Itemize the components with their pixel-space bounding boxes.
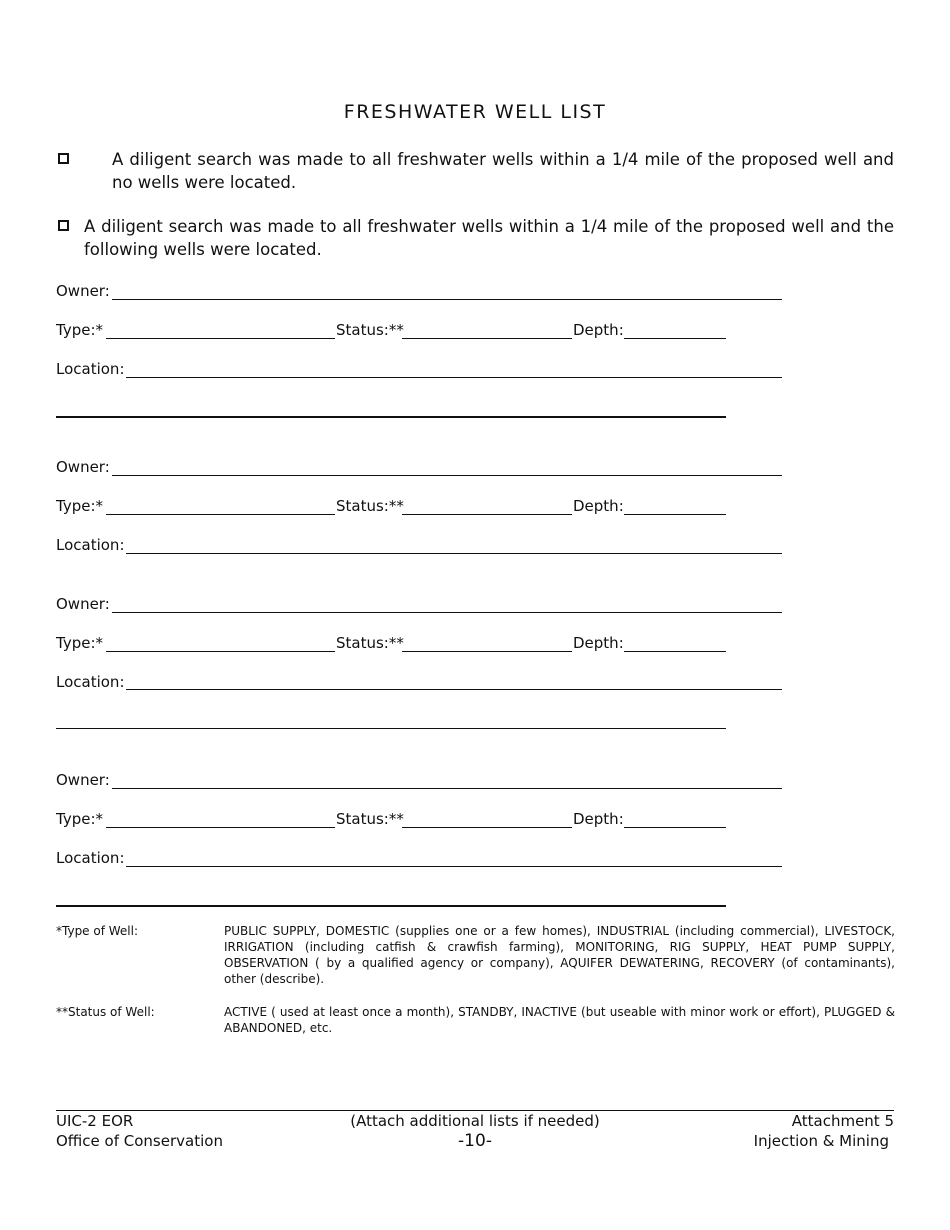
depth-label: Depth:	[573, 321, 624, 339]
status-field[interactable]	[402, 827, 572, 828]
depth-field[interactable]	[624, 827, 726, 828]
owner-label: Owner:	[56, 771, 110, 789]
no-wells-option-text: A diligent search was made to all freshwater wells within a 1/4 mile of the proposed well and no wells were located.	[112, 150, 894, 192]
type-of-well-label: *Type of Well:	[56, 924, 139, 938]
location-label: Location:	[56, 849, 125, 867]
type-field[interactable]	[106, 338, 335, 339]
office-name: Office of Conservation	[56, 1132, 223, 1150]
status-field[interactable]	[402, 514, 572, 515]
attachment-label: Attachment 5	[791, 1112, 894, 1130]
location-field[interactable]	[126, 377, 782, 378]
status-label: Status:**	[336, 810, 404, 828]
page-title: FRESHWATER WELL LIST	[343, 101, 607, 123]
no-wells-checkbox[interactable]	[58, 153, 69, 164]
location-label: Location:	[56, 536, 125, 554]
location-extra-field[interactable]	[56, 416, 726, 418]
type-of-well-text: PUBLIC SUPPLY, DOMESTIC (supplies one or a few homes), INDUSTRIAL (including commercial), LIVESTOCK, IRRIGATION (including catfish & crawfish farming), MONITORING, RIG SUPPLY, HEAT PUMP SUPPLY, OBSERVATION ( by a qualified agency or company), AQUIFER DEWATERING, RECOVERY (of contaminants), other (describe).	[224, 924, 895, 986]
status-field[interactable]	[402, 338, 572, 339]
depth-field[interactable]	[624, 338, 726, 339]
type-field[interactable]	[106, 651, 335, 652]
form-code: UIC-2 EOR	[56, 1112, 134, 1130]
location-field[interactable]	[126, 866, 782, 867]
status-of-well-label: **Status of Well:	[56, 1005, 155, 1019]
wells-located-option-text: A diligent search was made to all freshwater wells within a 1/4 mile of the proposed well and the following wells were located.	[84, 217, 894, 259]
type-label: Type:*	[56, 634, 104, 652]
location-field[interactable]	[126, 689, 782, 690]
owner-field[interactable]	[112, 788, 782, 789]
type-field[interactable]	[106, 827, 335, 828]
status-label: Status:**	[336, 634, 404, 652]
type-label: Type:*	[56, 321, 104, 339]
status-label: Status:**	[336, 321, 404, 339]
page-number: -10-	[458, 1131, 492, 1151]
type-label: Type:*	[56, 810, 104, 828]
owner-field[interactable]	[112, 612, 782, 613]
location-extra-field[interactable]	[56, 728, 726, 729]
depth-label: Depth:	[573, 634, 624, 652]
location-extra-field[interactable]	[56, 905, 726, 907]
status-label: Status:**	[336, 497, 404, 515]
owner-field[interactable]	[112, 299, 782, 300]
owner-field[interactable]	[112, 475, 782, 476]
status-field[interactable]	[402, 651, 572, 652]
status-of-well-text: ACTIVE ( used at least once a month), STANDBY, INACTIVE (but useable with minor work or effort), PLUGGED & ABANDONED, etc.	[224, 1005, 895, 1035]
wells-located-checkbox[interactable]	[58, 220, 69, 231]
location-field[interactable]	[126, 553, 782, 554]
type-label: Type:*	[56, 497, 104, 515]
location-label: Location:	[56, 360, 125, 378]
depth-label: Depth:	[573, 497, 624, 515]
owner-label: Owner:	[56, 282, 110, 300]
footer-divider	[56, 1110, 894, 1111]
owner-label: Owner:	[56, 458, 110, 476]
depth-field[interactable]	[624, 651, 726, 652]
depth-field[interactable]	[624, 514, 726, 515]
division-name: Injection & Mining	[753, 1132, 889, 1150]
depth-label: Depth:	[573, 810, 624, 828]
attach-note: (Attach additional lists if needed)	[350, 1112, 600, 1130]
location-label: Location:	[56, 673, 125, 691]
owner-label: Owner:	[56, 595, 110, 613]
type-field[interactable]	[106, 514, 335, 515]
